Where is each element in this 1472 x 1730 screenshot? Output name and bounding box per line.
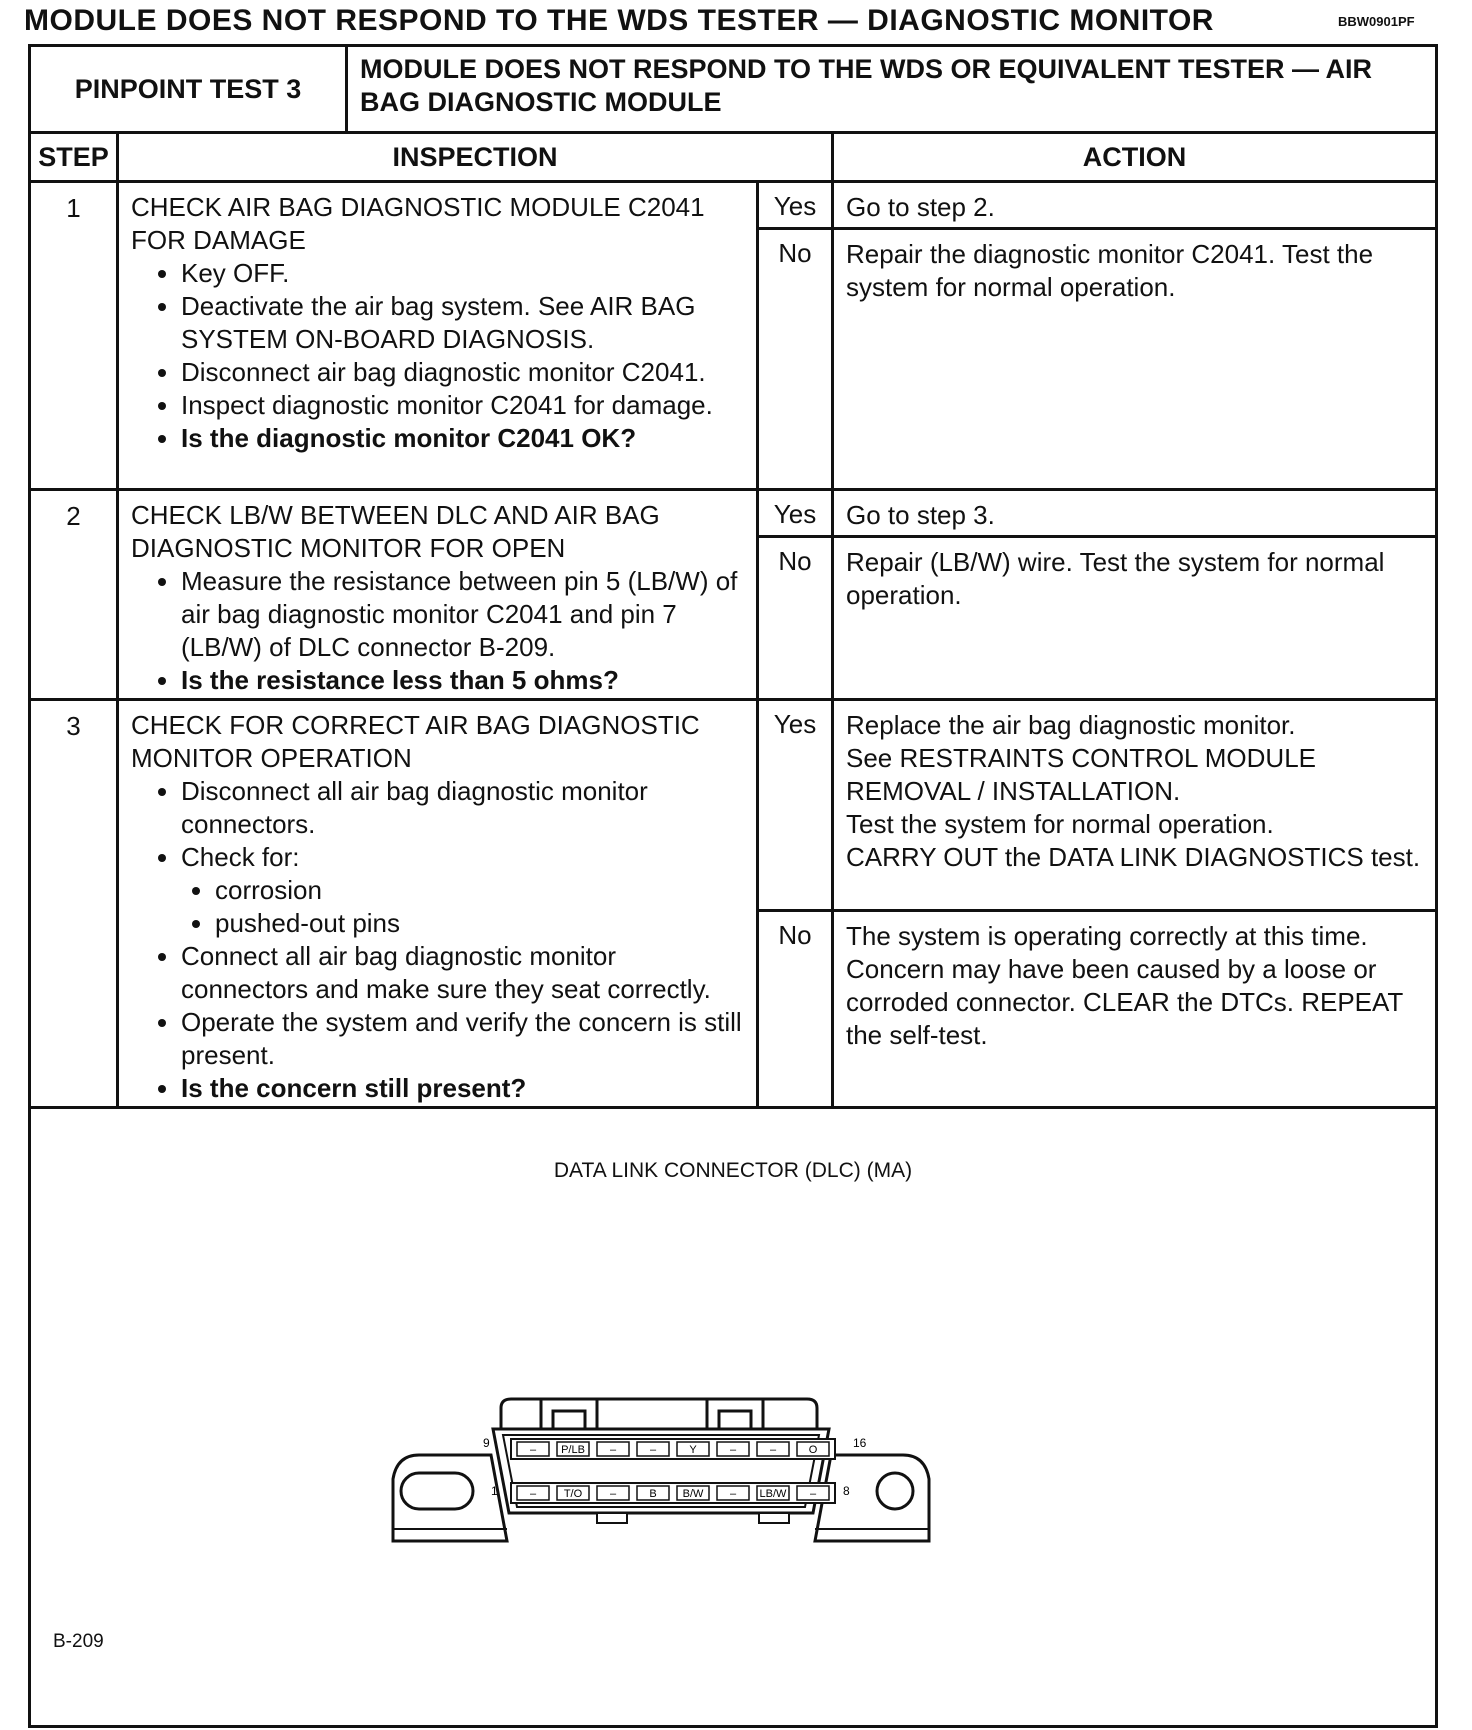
pinpoint-test-title: MODULE DOES NOT RESPOND TO THE WDS OR EQUIVALENT TESTER — AIR BAG DIAGNOSTIC MODULE [360, 54, 1373, 117]
step-bullet: • Disconnect all air bag diagnostic monitor connectors. [181, 775, 746, 841]
no-action: Repair the diagnostic monitor C2041. Test the system for normal operation. [846, 239, 1374, 302]
pin-label: LB/W [759, 1488, 787, 1500]
col-action: ACTION [1082, 141, 1187, 172]
step-bullet: • Connect all air bag diagnostic monitor connectors and make sure they seat correctly. [181, 940, 746, 1006]
step-bullets [131, 775, 746, 1105]
step-number: 2 [31, 491, 119, 698]
connector-reference: B-209 [53, 1631, 104, 1652]
no-label: No [759, 230, 834, 488]
step-row-3 [31, 701, 1435, 1109]
step-heading: CHECK AIR BAG DIAGNOSTIC MODULE C2041 FOR DAMAGE [131, 192, 705, 255]
step-actions [759, 183, 1435, 488]
step-inspection [119, 491, 759, 698]
pin-label: O [808, 1444, 818, 1456]
pin-label: B/W [682, 1488, 704, 1500]
pin-label: – [809, 1488, 817, 1500]
yes-action-line: Test the system for normal operation. [846, 809, 1274, 839]
step-number: 1 [31, 183, 119, 488]
step-bullets [131, 257, 746, 455]
dlc-diagram-area [31, 1109, 1435, 1677]
top-pin-row [511, 1439, 835, 1459]
pin-label-8: 8 [843, 1484, 850, 1498]
no-branch [759, 909, 1435, 1106]
step-bullet: • Deactivate the air bag system. See AIR BAG SYSTEM ON-BOARD DIAGNOSIS. [181, 290, 746, 356]
diagram-caption: DATA LINK CONNECTOR (DLC) (MA) [553, 1159, 913, 1182]
step-bullet: • Inspect diagnostic monitor C2041 for damage. [181, 389, 746, 422]
yes-action [834, 701, 1435, 909]
dlc-connector-drawing [31, 1109, 1435, 1677]
no-label: No [759, 538, 834, 698]
pin-label: – [729, 1444, 737, 1456]
step-bullet-text: Check for: [181, 842, 300, 872]
no-action: The system is operating correctly at this time. Concern may have been caused by a loose or corroded connector. CLEAR the DTCs. REPEAT the self-test. [846, 921, 1403, 1050]
pin-label-16: 16 [853, 1436, 867, 1450]
step-heading: CHECK FOR CORRECT AIR BAG DIAGNOSTIC MONITOR OPERATION [131, 710, 700, 773]
pin-label: – [649, 1444, 657, 1456]
yes-branch [759, 183, 1435, 227]
step-bullet: • Key OFF. [181, 257, 746, 290]
step-bullet: • Disconnect air bag diagnostic monitor C2041. [181, 356, 746, 389]
check-sublist [181, 874, 746, 940]
yes-action: Go to step 2. [846, 192, 995, 222]
step-row-2 [31, 491, 1435, 701]
pin-label: P/LB [561, 1444, 585, 1456]
pin-label: Y [689, 1444, 697, 1456]
yes-label: Yes [759, 701, 834, 909]
mounting-hole [877, 1473, 913, 1509]
step-actions [759, 701, 1435, 1106]
pin-label: – [529, 1444, 537, 1456]
check-subitem: • corrosion [215, 874, 746, 907]
pin-label: – [609, 1444, 617, 1456]
no-action: Repair (LB/W) wire. Test the system for normal operation. [846, 547, 1385, 610]
pin-label-1: 1 [491, 1484, 498, 1498]
no-label: No [759, 912, 834, 1106]
yes-branch [759, 491, 1435, 535]
yes-branch [759, 701, 1435, 909]
yes-label: Yes [759, 183, 834, 227]
mounting-slot [401, 1473, 473, 1509]
pin-label: – [529, 1488, 537, 1500]
step-inspection [119, 701, 759, 1106]
figure-code: BBW0901PF [1338, 14, 1415, 29]
col-inspection: INSPECTION [119, 134, 834, 180]
step-bullet [181, 841, 746, 940]
yes-action-line: CARRY OUT the DATA LINK DIAGNOSTICS test. [846, 842, 1421, 872]
page-title: MODULE DOES NOT RESPOND TO THE WDS TESTER — DIAGNOSTIC MONITOR [24, 4, 1214, 37]
yes-action-line: Replace the air bag diagnostic monitor. [846, 710, 1296, 740]
test-header [31, 47, 1435, 134]
step-heading: CHECK LB/W BETWEEN DLC AND AIR BAG DIAGNOSTIC MONITOR FOR OPEN [131, 500, 660, 563]
pin-label: – [609, 1488, 617, 1500]
pin-label: – [729, 1488, 737, 1500]
bottom-pin-row [511, 1483, 835, 1503]
step-question: • Is the resistance less than 5 ohms? [181, 664, 746, 697]
pin-label: – [769, 1444, 777, 1456]
yes-action-line: See RESTRAINTS CONTROL MODULE REMOVAL / INSTALLATION. [846, 743, 1317, 806]
pin-label: T/O [563, 1488, 583, 1500]
pin-label: B [649, 1488, 657, 1500]
pin-label-9: 9 [483, 1436, 490, 1450]
yes-label: Yes [759, 491, 834, 535]
step-bullets [131, 565, 746, 697]
no-branch [759, 535, 1435, 698]
step-row-1 [31, 183, 1435, 491]
step-inspection [119, 183, 759, 488]
column-headers [31, 134, 1435, 183]
step-bullet: • Measure the resistance between pin 5 (LB/W) of air bag diagnostic monitor C2041 and pin 7 (LB/W) of DLC connector B-209. [181, 565, 746, 664]
pinpoint-test-sheet [28, 44, 1438, 1728]
step-number: 3 [31, 701, 119, 1106]
no-branch [759, 227, 1435, 488]
step-question: • Is the diagnostic monitor C2041 OK? [181, 422, 746, 455]
step-question: • Is the concern still present? [181, 1072, 746, 1105]
step-bullet: • Operate the system and verify the concern is still present. [181, 1006, 746, 1072]
yes-action: Go to step 3. [846, 500, 995, 530]
pinpoint-test-label: PINPOINT TEST 3 [31, 47, 348, 131]
step-actions [759, 491, 1435, 698]
check-subitem: • pushed-out pins [215, 907, 746, 940]
col-step: STEP [31, 134, 119, 180]
connector-top-tab [501, 1399, 817, 1429]
